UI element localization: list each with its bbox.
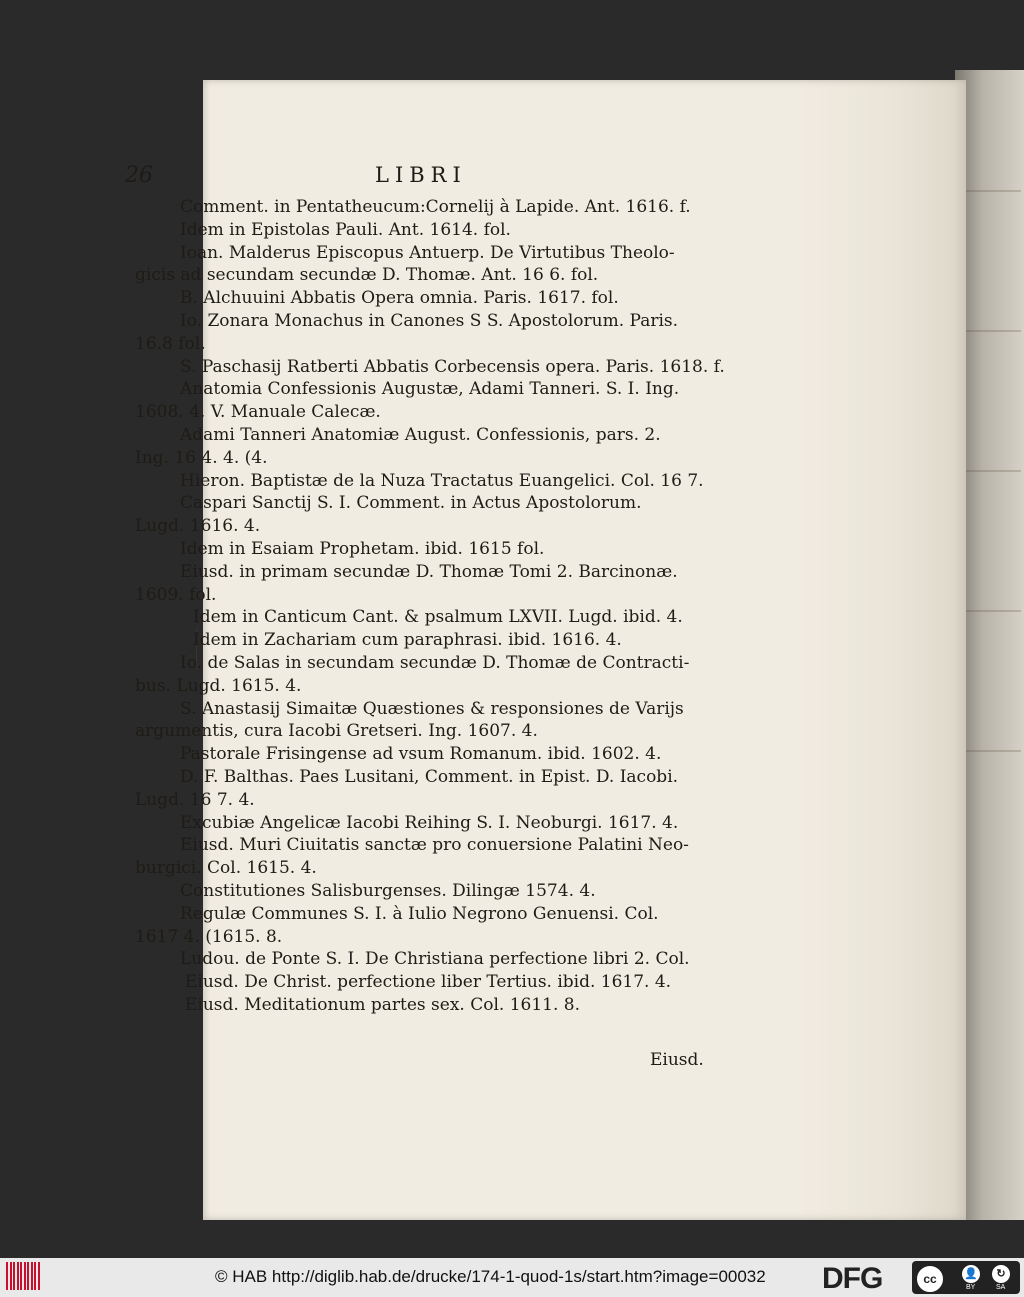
text-line: Excubiæ Angelicæ Iacobi Reihing S. I. Neoburgi. 1617. 4. [180,812,679,833]
page-number: 26 [125,163,153,188]
text-line: Ing. 16 4. 4. (4. [135,447,268,468]
text-line: 1617 4. (1615. 8. [135,926,283,947]
viewer-footer [0,1258,1024,1297]
text-line: Lugd. 1616. 4. [135,516,261,537]
text-line: Lugd. 16 7. 4. [135,789,255,810]
sa-label: SA [996,1284,1006,1291]
dfg-logo-icon[interactable]: DFG [822,1262,883,1295]
cc-license-badge[interactable] [912,1261,1020,1294]
text-line: Io. de Salas in secundam secundæ D. Thomæ de Contracti- [180,652,690,673]
page-header [0,163,1024,193]
text-line: bus. Lugd. 1615. 4. [135,675,302,696]
text-line: Hieron. Baptistæ de la Nuza Tractatus Euangelici. Col. 16 7. [180,470,704,491]
text-line: S. Anastasij Simaitæ Quæstiones & responsiones de Varijs [180,698,684,719]
text-line: gicis ad secundam secundæ D. Thomæ. Ant. 16 6. fol. [135,265,599,286]
text-line: Regulæ Communes S. I. à Iulio Negrono Genuensi. Col. [180,903,659,924]
by-attribution-icon: 👤 [962,1265,980,1283]
text-line: Constitutiones Salisburgenses. Dilingæ 1574. 4. [180,880,596,901]
cc-icon: cc [915,1264,945,1294]
text-line: burgici. Col. 1615. 4. [135,858,317,879]
text-line: Anatomia Confessionis Augustæ, Adami Tanneri. S. I. Ing. [180,379,680,400]
text-line: Idem in Canticum Cant. & psalmum LXVII. Lugd. ibid. 4. [193,607,683,628]
text-line: Pastorale Frisingense ad vsum Romanum. ibid. 1602. 4. [180,744,662,765]
text-line: Eiusd. De Christ. perfectione liber Tertius. ibid. 1617. 4. [185,972,672,993]
text-line: D. F. Balthas. Paes Lusitani, Comment. in Epist. D. Iacobi. [180,766,679,787]
page-shadow [796,80,966,1220]
text-line: Idem in Esaiam Prophetam. ibid. 1615 fol. [180,538,545,559]
text-line: Eiusd. Meditationum partes sex. Col. 1611. 8. [185,994,581,1015]
share-alike-icon: ↻ [992,1265,1010,1283]
text-line: Eiusd. Muri Ciuitatis sanctæ pro conuersione Palatini Neo- [180,835,689,856]
text-line: argumentis, cura Iacobi Gretseri. Ing. 1607. 4. [135,721,538,742]
hab-logo-icon[interactable] [6,1262,50,1294]
text-line: Eiusd. in primam secundæ D. Thomæ Tomi 2. Barcinonæ. [180,561,678,582]
text-line: Idem in Zachariam cum paraphrasi. ibid. 1616. 4. [193,630,622,651]
text-line: Comment. in Pentatheucum:Cornelij à Lapide. Ant. 1616. f. [180,197,691,217]
catalog-entries [135,196,725,1017]
running-title: LIBRI [375,163,467,187]
text-line: Ludou. de Ponte S. I. De Christiana perfectione libri 2. Col. [180,949,690,970]
by-label: BY [966,1284,976,1291]
text-line: Caspari Sanctij S. I. Comment. in Actus Apostolorum. [180,493,642,514]
text-line: B. Alchuuini Abbatis Opera omnia. Paris. 1617. fol. [180,288,619,309]
text-line: 16.8 fol. [135,333,206,354]
text-line: Ioan. Malderus Episcopus Antuerp. De Virtutibus Theolo- [180,242,675,263]
text-line: Idem in Epistolas Pauli. Ant. 1614. fol. [180,219,511,240]
text-line: S. Paschasij Ratberti Abbatis Corbecensis opera. Paris. 1618. f. [180,356,725,377]
text-line: 1609. fol. [135,584,217,605]
source-url-text[interactable]: © HAB http://diglib.hab.de/drucke/174-1-quod-1s/start.htm?image=00032 [215,1267,766,1286]
text-line: Adami Tanneri Anatomiæ August. Confessionis, pars. 2. [180,424,661,445]
catchword: Eiusd. [650,1050,704,1070]
text-line: 1608. 4. V. Manuale Calecæ. [135,402,381,423]
text-line: Io. Zonara Monachus in Canones S S. Apostolorum. Paris. [180,310,679,331]
